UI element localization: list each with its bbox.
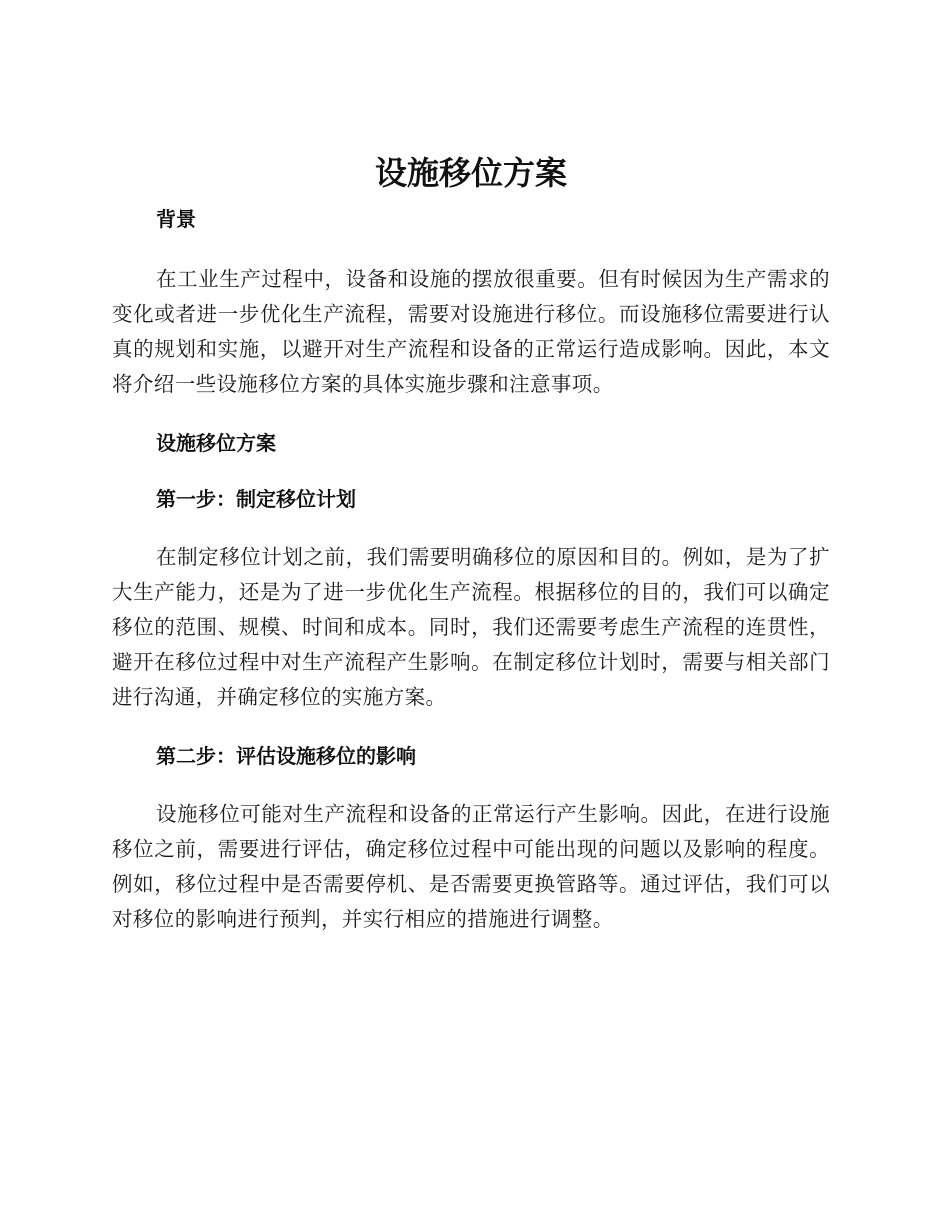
paragraph-background: 在工业生产过程中，设备和设施的摆放很重要。但有时候因为生产需求的变化或者进一步优化生产流程，需要对设施进行移位。而设施移位需要进行认真的规划和实施，以避开对生产流程和设备的正常运行造成影响。因此，本文将介绍一些设施移位方案的具体实施步骤和注意事项。	[112, 267, 830, 396]
section-heading-step2: 第二步：评估设施移位的影响	[156, 744, 416, 768]
document-body	[112, 148, 830, 937]
section-heading-background: 背景	[156, 207, 196, 231]
section-heading-plan: 设施移位方案	[156, 431, 276, 455]
paragraph-step1: 在制定移位计划之前，我们需要明确移位的原因和目的。例如，是为了扩大生产能力，还是为了进一步优化生产流程。根据移位的目的，我们可以确定移位的范围、规模、时间和成本。同时，我们还需要考虑生产流程的连贯性，避开在移位过程中对生产流程产生影响。在制定移位计划时，需要与相关部门进行沟通，并确定移位的实施方案。	[112, 545, 830, 709]
section-heading-step1: 第一步：制定移位计划	[156, 487, 356, 511]
paragraph-step2: 设施移位可能对生产流程和设备的正常运行产生影响。因此，在进行设施移位之前，需要进行评估，确定移位过程中可能出现的问题以及影响的程度。例如，移位过程中是否需要停机、是否需要更换管路等。通过评估，我们可以对移位的影响进行预判，并实行相应的措施进行调整。	[112, 802, 830, 931]
document-title: 设施移位方案	[374, 154, 567, 192]
